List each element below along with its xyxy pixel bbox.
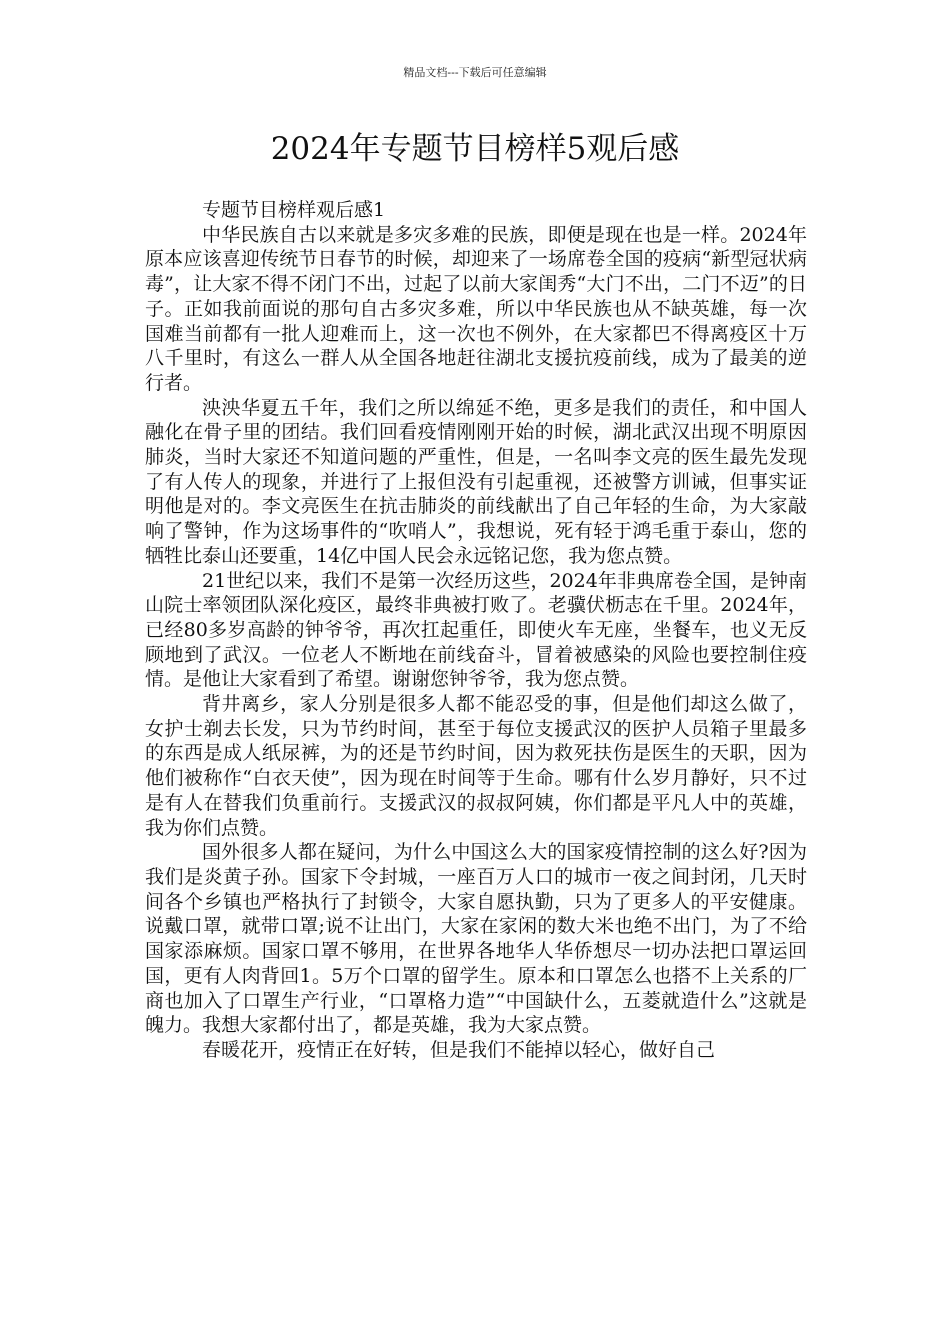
document-title: 2024年专题节目榜样5观后感: [270, 131, 680, 167]
paragraph: 背井离乡，家人分别是很多人都不能忍受的事，但是他们却这么做了，女护士剃去长发，只为节约时间，甚至于每位支援武汉的医护人员箱子里最多的东西是成人纸尿裤，为的还是节约时间，因为救死扶伤是医生的天职，因为他们被称作“白衣天使”，因为现在时间等于生命。哪有什么岁月静好，只不过是有人在替我们负重前行。支援武汉的叔叔阿姨，你们都是平凡人中的英雄，我为你们点赞。: [145, 693, 807, 839]
paragraph: 春暖花开，疫情正在好转，但是我们不能掉以轻心，做好自己: [202, 1038, 716, 1061]
paragraph: 中华民族自古以来就是多灾多难的民族，即便是现在也是一样。2024年原本应该喜迎传统节日春节的时候，却迎来了一场席卷全国的疫病“新型冠状病毒”，让大家不得不闭门不出，过起了以前大家闺秀“大门不出，二门不迈”的日子。正如我前面说的那句自古多灾多难，所以中华民族也从不缺英雄，每一次国难当前都有一批人迎难而上，这一次也不例外，在大家都巴不得离疫区十万八千里时，有这么一群人从全国各地赶往湖北支援抗疫前线，成为了最美的逆行者。: [145, 223, 807, 394]
document-body: [145, 198, 807, 1063]
section-subtitle: 专题节目榜样观后感1: [202, 199, 386, 221]
paragraph: 泱泱华夏五千年，我们之所以绵延不绝，更多是我们的责任，和中国人融化在骨子里的团结。我们回看疫情刚刚开始的时候，湖北武汉出现不明原因肺炎，当时大家还不知道问题的严重性，但是，一名叫李文亮的医生最先发现了有人传人的现象，并进行了上报但没有引起重视，还被警方训诫，但事实证明他是对的。李文亮医生在抗击肺炎的前线献出了自己年轻的生命，为大家敲响了警钟，作为这场事件的“吹哨人”，我想说，死有轻于鸿毛重于泰山，您的牺牲比泰山还要重，14亿中国人民会永远铭记您，我为您点赞。: [145, 396, 807, 567]
page-header: 精品文档---下载后可任意编辑: [403, 66, 547, 79]
paragraph: 国外很多人都在疑问，为什么中国这么大的国家疫情控制的这么好?因为我们是炎黄子孙。国家下令封城，一座百万人口的城市一夜之间封闭，几天时间各个乡镇也严格执行了封锁令，大家自愿执勤，只为了更多人的平安健康。说戴口罩，就带口罩;说不让出门，大家在家闲的数大米也绝不出门，为了不给国家添麻烦。国家口罩不够用，在世界各地华人华侨想尽一切办法把口罩运回国，更有人肉背回1。5万个口罩的留学生。原本和口罩怎么也搭不上关系的厂商也加入了口罩生产行业，“口罩格力造”“中国缺什么，五菱就造什么”这就是魄力。我想大家都付出了，都是英雄，我为大家点赞。: [145, 841, 807, 1037]
paragraph: 21世纪以来，我们不是第一次经历这些，2024年非典席卷全国，是钟南山院士率领团队深化疫区，最终非典被打败了。老骥伏枥志在千里。2024年，已经80多岁高龄的钟爷爷，再次扛起重任，即使火车无座，坐餐车，也义无反顾地到了武汉。一位老人不断地在前线奋斗，冒着被感染的风险也要控制住疫情。是他让大家看到了希望。谢谢您钟爷爷，我为您点赞。: [145, 569, 807, 691]
